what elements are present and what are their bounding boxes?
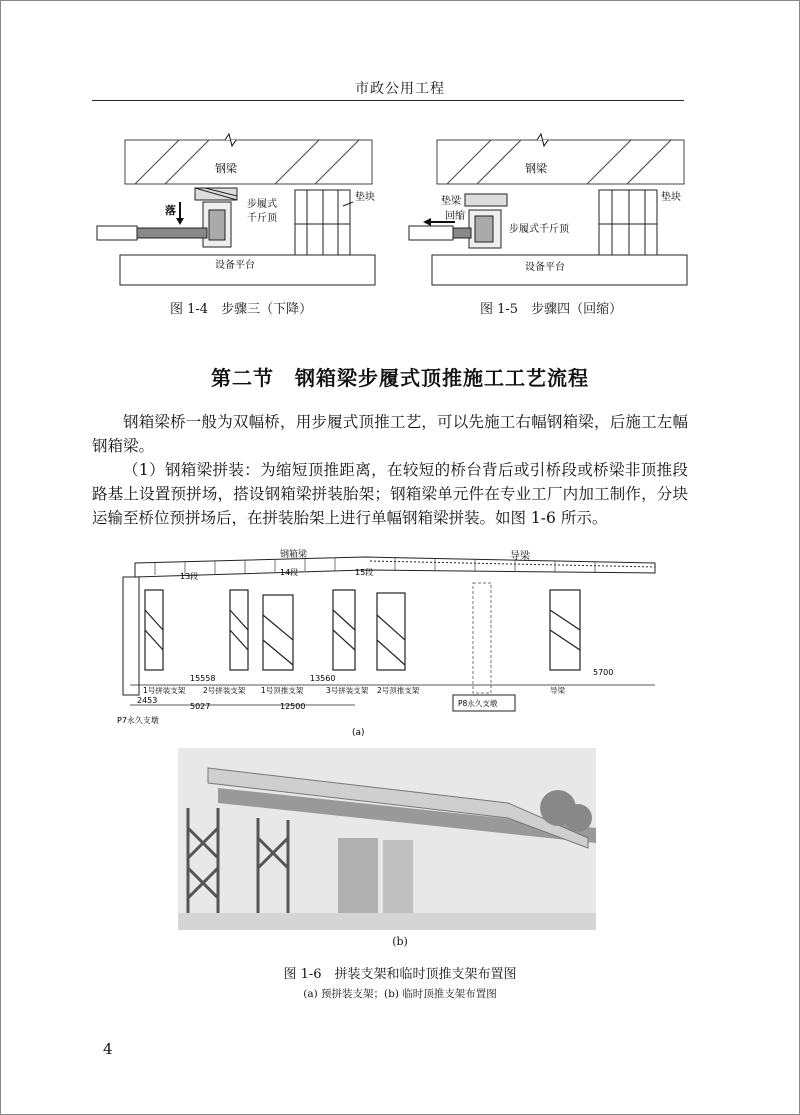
figure-1-6b-label: (b) bbox=[392, 935, 408, 948]
fig15-retract-label: 回缩 bbox=[445, 211, 465, 222]
support-1-label: 1号拼装支架 bbox=[143, 686, 186, 695]
support-2-label: 2号拼装支架 bbox=[203, 686, 246, 695]
assembly-supports bbox=[145, 590, 580, 670]
fig15-platform-label: 设备平台 bbox=[525, 262, 565, 273]
dim-5700: 5700 bbox=[593, 668, 614, 677]
fig15-cylinder bbox=[409, 226, 453, 240]
figure-1-6b-photo bbox=[178, 748, 596, 930]
header-rule bbox=[92, 100, 684, 101]
page-number: 4 bbox=[103, 1040, 113, 1058]
segment-13-label: 13段 bbox=[180, 572, 199, 581]
beam-hatch bbox=[125, 134, 372, 184]
nose-bottom-label: 导梁 bbox=[550, 686, 565, 695]
running-header: 市政公用工程 bbox=[355, 81, 445, 97]
dim-15558: 15558 bbox=[190, 674, 216, 683]
fig14-jack-label-2: 千斤顶 bbox=[247, 213, 277, 224]
fig14-platform-label: 设备平台 bbox=[215, 260, 255, 271]
fig15-pad-top-label: 垫梁 bbox=[441, 196, 461, 207]
girder-label: 钢箱梁 bbox=[280, 550, 308, 560]
figure-1-6-subcaption: (a) 预拼装支架；(b) 临时顶推支架布置图 bbox=[303, 988, 497, 1000]
figure-1-6a bbox=[115, 545, 665, 740]
support-4-label: 3号拼装支架 bbox=[326, 686, 369, 695]
p7-pier bbox=[123, 577, 139, 695]
figure-1-5-caption: 图 1-5 步骤四（回缩） bbox=[480, 302, 623, 317]
fig14-jack-label-1: 步履式 bbox=[247, 199, 277, 210]
figure-1-4 bbox=[95, 132, 390, 292]
support-3-label: 1号顶推支架 bbox=[261, 686, 304, 695]
segment-14-label: 14段 bbox=[280, 568, 299, 577]
dim-12500: 12500 bbox=[280, 702, 306, 711]
figure-1-6-caption: 图 1-6 拼装支架和临时顶推支架布置图 bbox=[283, 967, 517, 982]
p8-label: P8永久支墩 bbox=[458, 699, 498, 708]
fig14-descend-label: 落 bbox=[165, 204, 176, 217]
fig15-pad-label: 垫块 bbox=[661, 192, 681, 203]
figure-1-4-caption: 图 1-4 步骤三（下降） bbox=[170, 302, 313, 317]
figure-1-5 bbox=[407, 132, 702, 292]
p8-pier bbox=[473, 583, 491, 693]
fig14-cylinder bbox=[97, 226, 137, 240]
dim-5027: 5027 bbox=[190, 702, 211, 711]
segment-15-label: 15段 bbox=[355, 568, 374, 577]
support-5-label: 2号顶推支架 bbox=[377, 686, 420, 695]
nose-label: 导梁 bbox=[510, 551, 530, 562]
section-title: 第二节 钢箱梁步履式顶推施工工艺流程 bbox=[211, 366, 589, 390]
paragraph-1: 钢箱梁桥一般为双幅桥，用步履式顶推工艺，可以先施工右幅钢箱梁，后施工左幅钢箱梁。 bbox=[92, 413, 688, 455]
fig15-beam-label: 钢梁 bbox=[525, 162, 547, 175]
paragraph-2: （1）钢箱梁拼装：为缩短顶推距离，在较短的桥台背后或引桥段或桥梁非顶推段路基上设置预拼场，搭设钢箱梁拼装胎架；钢箱梁单元件在专业工厂内加工制作，分块运输至桥位预拼场后，在拼装胎架上进行单幅钢箱梁拼装。如图 1-6 所示。 bbox=[92, 461, 688, 527]
figure-1-6a-label: (a) bbox=[352, 728, 365, 738]
fig15-support-block bbox=[599, 190, 657, 255]
fig14-pad-label: 垫块 bbox=[355, 192, 375, 203]
dim-2453: 2453 bbox=[137, 696, 158, 705]
p7-label: P7永久支墩 bbox=[117, 716, 159, 725]
fig14-beam-label: 钢梁 bbox=[215, 162, 237, 175]
fig15-jack-label: 步履式千斤顶 bbox=[509, 224, 569, 235]
dim-13560: 13560 bbox=[310, 674, 336, 683]
